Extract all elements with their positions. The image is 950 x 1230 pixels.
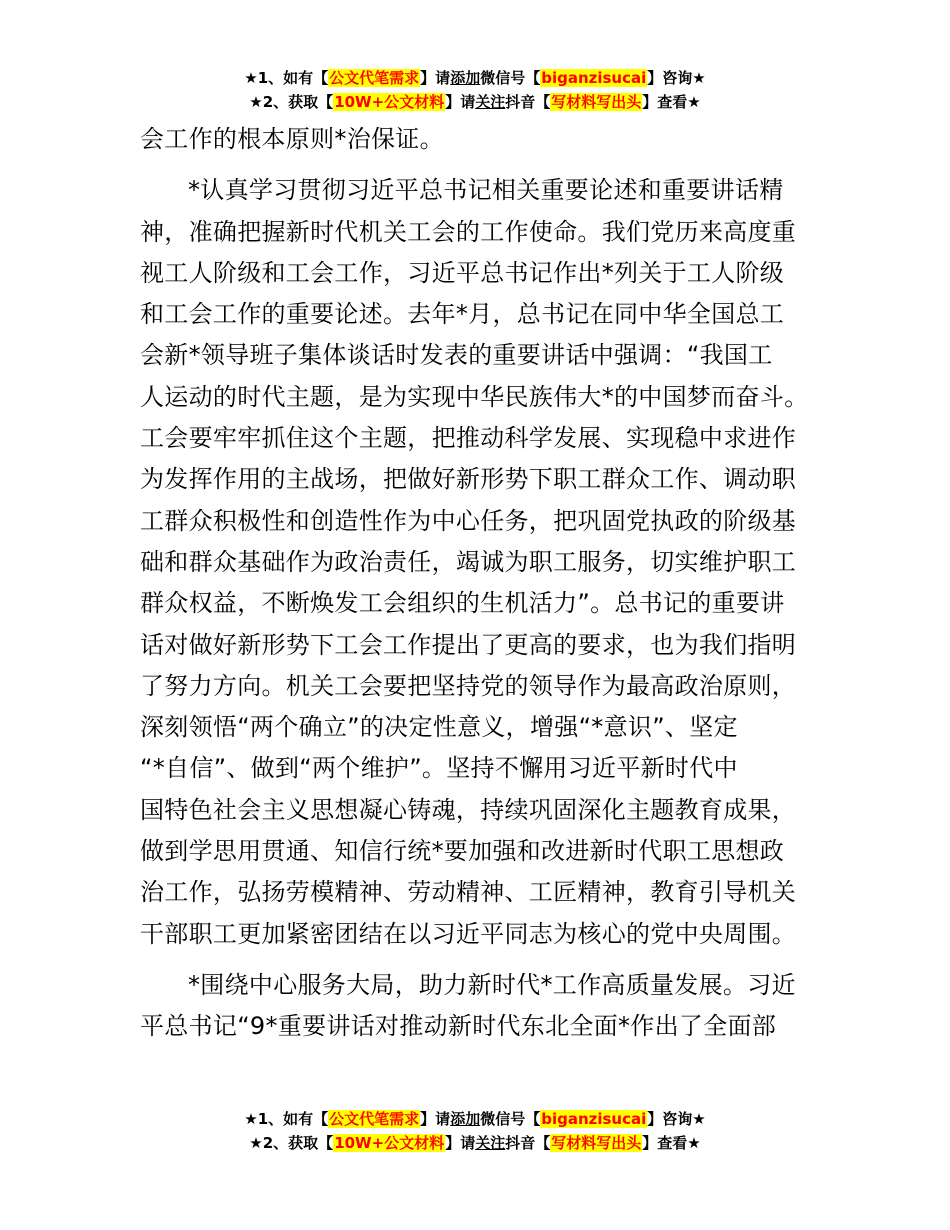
star-icon: ★ — [249, 1134, 263, 1152]
footer-banner — [0, 1107, 950, 1155]
header-banner — [0, 66, 950, 114]
text-line: 深刻领悟“两个确立”的决定性意义，增强“*意识”、坚定 — [140, 713, 738, 742]
text-line: 国特色社会主义思想凝心铸魂，持续巩固深化主题教育成果， — [140, 795, 797, 824]
highlight-douyin-account: 写材料写出头 — [551, 93, 642, 111]
text-line: “*自信”、做到“两个维护”。坚持不懈用习近平新时代中 — [140, 754, 738, 783]
paragraph-1 — [140, 119, 820, 160]
banner-underlined-text: 添加 — [450, 69, 481, 87]
text-line: 群众权益，不断焕发工会组织的生机活力”。总书记的重要讲 — [140, 589, 785, 618]
text-line: 为发挥作用的主战场，把做好新形势下职工群众工作、调动职 — [140, 465, 797, 494]
text-line: 工群众积极性和创造性作为中心任务，把巩固党执政的阶级基 — [140, 506, 797, 535]
banner-text: 微信号【 — [480, 69, 541, 87]
banner-text: 微信号【 — [480, 1110, 541, 1128]
banner-line-1 — [0, 66, 950, 90]
banner-line-2 — [0, 90, 950, 114]
paragraph-3 — [140, 965, 820, 1048]
text-line: 人运动的时代主题，是为实现中华民族伟大*的中国梦而奋斗。 — [140, 382, 809, 411]
banner-text: 】查看★ — [642, 1134, 701, 1152]
highlight-wechat-id: biganzisucai — [541, 1110, 647, 1128]
highlight-douyin-account: 写材料写出头 — [551, 1134, 642, 1152]
banner-text: 】请 — [420, 69, 451, 87]
text-line: 视工人阶级和工会工作，习近平总书记作出*列关于工人阶级 — [140, 258, 785, 287]
banner-text: 】咨询★ — [647, 69, 706, 87]
text-line: *认真学习贯彻习近平总书记相关重要论述和重要讲话精 — [188, 176, 784, 205]
document-body — [140, 119, 820, 1048]
banner-text: 1、如有【 — [257, 1110, 329, 1128]
text-line: 工会要牢牢抓住这个主题，把推动科学发展、实现稳中求进作 — [140, 424, 797, 453]
banner-text: 抖音【 — [505, 1134, 551, 1152]
text-line: 神，准确把握新时代机关工会的工作使命。我们党历来高度重 — [140, 217, 797, 246]
text-line: 做到学思用贯通、知信行统*要加强和改进新时代职工思想政 — [140, 837, 785, 866]
highlight-materials: 10W+公文材料 — [334, 93, 445, 111]
highlight-ghostwriting: 公文代笔需求 — [329, 69, 420, 87]
highlight-wechat-id: biganzisucai — [541, 69, 647, 87]
banner-text: 1、如有【 — [257, 69, 329, 87]
banner-text: 2、获取【 — [262, 93, 334, 111]
banner-underlined-text: 关注 — [475, 93, 506, 111]
banner-line-2 — [0, 1131, 950, 1155]
highlight-ghostwriting: 公文代笔需求 — [329, 1110, 420, 1128]
banner-text: 】查看★ — [642, 93, 701, 111]
text-line: 平总书记“9*重要讲话对推动新时代东北全面*作出了全面部 — [140, 1012, 777, 1041]
banner-text: 抖音【 — [505, 93, 551, 111]
banner-underlined-text: 关注 — [475, 1134, 506, 1152]
banner-text: 2、获取【 — [262, 1134, 334, 1152]
banner-text: 】请 — [445, 93, 476, 111]
banner-line-1 — [0, 1107, 950, 1131]
text-line: 了努力方向。机关工会要把坚持党的领导作为最高政治原则， — [140, 671, 797, 700]
text-line: 和工会工作的重要论述。去年*月，总书记在同中华全国总工 — [140, 300, 785, 329]
text-line: 会工作的根本原则*治保证。 — [140, 125, 444, 153]
text-line: 础和群众基础作为政治责任，竭诚为职工服务，切实维护职工 — [140, 547, 797, 576]
text-line: *围绕中心服务大局，助力新时代*工作高质量发展。习近 — [188, 970, 796, 999]
star-icon: ★ — [244, 1110, 258, 1128]
text-line: 治工作，弘扬劳模精神、劳动精神、工匠精神，教育引导机关 — [140, 878, 797, 907]
text-line: 会新*领导班子集体谈话时发表的重要讲话中强调：“我国工 — [140, 341, 773, 370]
star-icon: ★ — [249, 93, 263, 111]
text-line: 干部职工更加紧密团结在以习近平同志为核心的党中央周围。 — [140, 919, 797, 948]
banner-text: 】请 — [420, 1110, 451, 1128]
highlight-materials: 10W+公文材料 — [334, 1134, 445, 1152]
banner-underlined-text: 添加 — [450, 1110, 481, 1128]
text-line: 话对做好新形势下工会工作提出了更高的要求，也为我们指明 — [140, 630, 797, 659]
banner-text: 】咨询★ — [647, 1110, 706, 1128]
paragraph-2 — [140, 170, 820, 955]
banner-text: 】请 — [445, 1134, 476, 1152]
star-icon: ★ — [244, 69, 258, 87]
